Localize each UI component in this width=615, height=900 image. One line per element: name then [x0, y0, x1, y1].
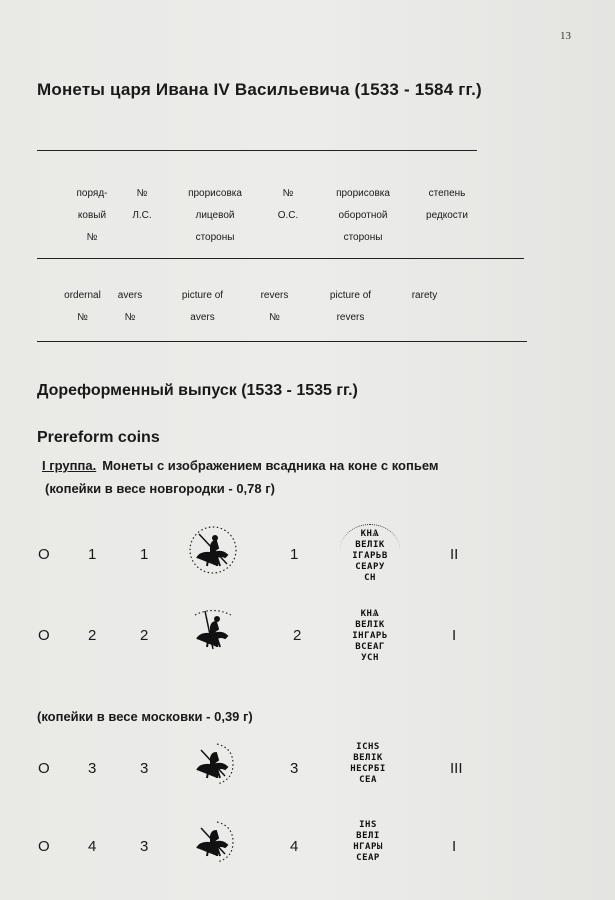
horseman-with-spear-icon — [187, 605, 239, 657]
header-avers-en: avers № — [117, 290, 143, 323]
weight-subheading: (копейки в весе новгородки - 0,78 г) — [45, 481, 275, 496]
revers-legend: КНѦ ВЕЛІК ІНГАРЬ ВСЕАГ УСН — [352, 609, 388, 663]
group-label: I группа. — [42, 458, 97, 473]
header-avers-picture-en: picture of avers — [181, 290, 224, 323]
row-number: 3 — [88, 760, 97, 777]
rarity: III — [450, 760, 463, 777]
revers-number: 1 — [290, 546, 299, 563]
row-number: 2 — [88, 627, 97, 644]
revers-number: 4 — [290, 838, 299, 855]
row-mark: О — [38, 760, 50, 777]
horseman-with-spear-icon — [187, 524, 239, 576]
avers-number: 3 — [140, 838, 149, 855]
rarity: I — [452, 627, 457, 644]
header-ordinal-en: ordernal № — [64, 290, 101, 323]
row-number: 4 — [88, 838, 97, 855]
rarity: II — [450, 546, 459, 563]
row-mark: О — [38, 838, 50, 855]
header-avers-ru: № Л.С. — [132, 188, 152, 221]
group-heading — [42, 458, 439, 473]
revers-legend: ІСНЅ ВЕЛІК НЕСРБІ СЕА — [350, 742, 386, 785]
group-text: Монеты с изображением всадника на коне с копьем — [102, 458, 439, 473]
header-rarity-ru: степень редкости — [426, 188, 468, 221]
section-heading-ru: Дореформенный выпуск (1533 - 1535 гг.) — [37, 382, 358, 399]
header-revers-picture-ru: прорисовка оборотной стороны — [336, 188, 390, 243]
header-revers-picture-en: picture of revers — [329, 290, 372, 323]
header-revers-en: revers № — [260, 290, 289, 323]
header-revers-ru: № О.С. — [277, 188, 299, 221]
avers-number: 2 — [140, 627, 149, 644]
avers-number: 3 — [140, 760, 149, 777]
page-title: Монеты царя Ивана IV Васильевича (1533 - 1584 гг.) — [37, 80, 482, 99]
horseman-with-spear-icon — [187, 738, 239, 790]
divider — [37, 341, 527, 342]
revers-number: 2 — [293, 627, 302, 644]
revers-number: 3 — [290, 760, 299, 777]
section-heading-en: Prereform coins — [37, 429, 160, 446]
horseman-with-spear-icon — [187, 816, 239, 868]
row-mark: О — [38, 627, 50, 644]
weight-subheading: (копейки в весе московки - 0,39 г) — [37, 709, 253, 724]
rarity: I — [452, 838, 457, 855]
divider — [37, 150, 477, 151]
avers-number: 1 — [140, 546, 149, 563]
page-number: 13 — [560, 30, 571, 42]
row-mark: О — [38, 546, 50, 563]
header-avers-picture-ru: прорисовка лицевой стороны — [188, 188, 242, 243]
revers-legend: КНѦ ВЕЛІК ІГАРЬВ СЕАРУ СН — [340, 524, 400, 576]
revers-legend: ІНЅ ВЕЛІ НГАРЫ СЕАР — [353, 820, 383, 863]
divider — [37, 258, 524, 259]
header-rarity-en: rarety — [411, 290, 438, 301]
header-ordinal-ru: поряд- ковый № — [76, 188, 108, 243]
row-number: 1 — [88, 546, 97, 563]
